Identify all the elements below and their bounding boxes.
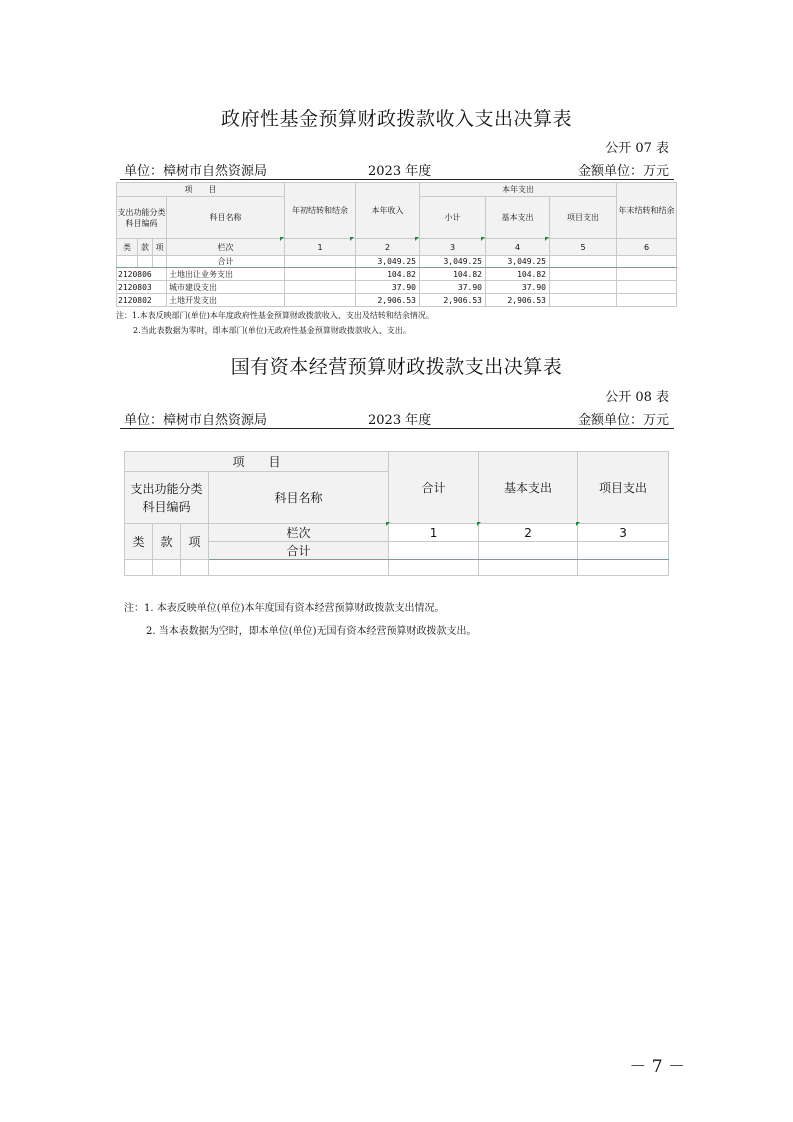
table1-header-rule [120, 179, 674, 180]
table1-year: 2023 年度 [368, 164, 432, 179]
t2-total-header: 合计 [389, 452, 479, 524]
cell-marker-icon [280, 237, 284, 241]
t2-col-num: 1 [389, 524, 479, 542]
t1-xiang-header: 项 [153, 239, 167, 256]
t2-col-label: 栏次 [209, 524, 389, 542]
t1-row-basic: 2,906.53 [486, 294, 550, 307]
t1-row-code: 2120803 [117, 281, 167, 294]
table1-grid [116, 182, 677, 307]
t1-row-income: 2,906.53 [356, 294, 420, 307]
table2-note-2: 2. 当本表数据为空时，即本单位(单位)无国有资本经营预算财政拨款支出。 [146, 626, 477, 637]
table1-amount-unit: 金额单位：万元 [577, 164, 669, 179]
t1-begin-balance-header: 年初结转和结余 [285, 183, 356, 239]
cell-marker-icon [576, 522, 580, 526]
table-row [125, 560, 669, 576]
t2-basic-header: 基本支出 [479, 452, 578, 524]
table2-header-rule [120, 428, 674, 429]
table1-title: 政府性基金预算财政拨款收入支出决算表 [220, 108, 572, 130]
t2-func-code-line2: 科目编码 [142, 499, 191, 514]
t1-col-num: 2 [356, 239, 420, 256]
t1-total-subtotal: 3,049.25 [420, 256, 486, 268]
table-row [117, 281, 677, 294]
t1-project-header: 项目支出 [550, 197, 617, 239]
table2-title: 国有资本经营预算财政拨款支出决算表 [230, 356, 563, 378]
t1-col-num: 4 [486, 239, 550, 256]
t1-row-income: 37.90 [356, 281, 420, 294]
t1-total-label: 合计 [167, 256, 285, 268]
t1-row-subtotal: 104.82 [420, 268, 486, 281]
t1-subject-name-header: 科目名称 [167, 197, 285, 239]
t1-col-num: 6 [617, 239, 677, 256]
t1-col-label: 栏次 [167, 239, 285, 256]
t1-income-header: 本年收入 [356, 183, 420, 239]
table2-grid [124, 451, 669, 576]
t1-total-basic: 3,049.25 [486, 256, 550, 268]
t2-item-header: 项 目 [125, 452, 389, 472]
table2-unit-label: 单位：樟树市自然资源局 [124, 413, 268, 428]
t1-row-income: 104.82 [356, 268, 420, 281]
cell-marker-icon [477, 522, 481, 526]
t1-end-balance-header: 年末结转和结余 [617, 183, 677, 239]
t1-row-basic: 104.82 [486, 268, 550, 281]
table1-note-2: 2.当此表数据为零时，即本部门(单位)无政府性基金预算财政拨款收入、支出。 [133, 326, 411, 335]
t2-col-num: 2 [479, 524, 578, 542]
cell-marker-icon [415, 237, 419, 241]
table1-unit-label: 单位：樟树市自然资源局 [124, 164, 268, 179]
t1-col-num: 3 [420, 239, 486, 256]
table2-amount-unit: 金额单位：万元 [577, 413, 669, 428]
t2-lei-header: 类 [125, 524, 153, 560]
t1-func-code-header: 支出功能分类科目编码 [117, 197, 167, 239]
cell-marker-icon [481, 237, 485, 241]
cell-marker-icon [545, 237, 549, 241]
t2-total-label: 合计 [209, 542, 389, 560]
t2-kuan-header: 款 [153, 524, 181, 560]
t1-row-subtotal: 37.90 [420, 281, 486, 294]
cell-marker-icon [386, 522, 390, 526]
t1-expense-group-header: 本年支出 [420, 183, 617, 197]
t1-row-code: 2120802 [117, 294, 167, 307]
table2-note-1: 注：1. 本表反映单位(单位)本年度国有资本经营预算财政拨款支出情况。 [124, 603, 445, 614]
t1-subtotal-header: 小计 [420, 197, 486, 239]
t1-item-header: 项 目 [117, 183, 285, 197]
t2-project-header: 项目支出 [578, 452, 669, 524]
t1-kuan-header: 款 [138, 239, 153, 256]
t1-row-name: 土地开发支出 [167, 294, 285, 307]
t1-basic-header: 基本支出 [486, 197, 550, 239]
t2-col-num: 3 [578, 524, 669, 542]
t1-row-basic: 37.90 [486, 281, 550, 294]
table-row [117, 294, 677, 307]
t1-total-income: 3,049.25 [356, 256, 420, 268]
t1-row-name: 土地出让业务支出 [167, 268, 285, 281]
t1-col-num: 1 [285, 239, 356, 256]
cell-marker-icon [350, 237, 354, 241]
t2-func-code-line1: 支出功能分类 [130, 481, 203, 496]
table1-code: 公开 07 表 [605, 141, 669, 156]
table2-year: 2023 年度 [368, 413, 432, 428]
t1-row-subtotal: 2,906.53 [420, 294, 486, 307]
t1-row-code: 2120806 [117, 268, 167, 281]
t2-xiang-header: 项 [181, 524, 209, 560]
t2-subject-name-header: 科目名称 [209, 472, 389, 524]
table-row [117, 268, 677, 281]
t1-col-num: 5 [550, 239, 617, 256]
t1-lei-header: 类 [117, 239, 138, 256]
table1-note-1: 注：1.本表反映部门(单位)本年度政府性基金预算财政拨款收入、支出及结转和结余情况。 [116, 311, 434, 320]
t2-func-code-header [125, 472, 209, 524]
t1-total-row [117, 256, 677, 268]
page-number: － 7 － [629, 1057, 685, 1077]
table2-code: 公开 08 表 [605, 390, 669, 405]
t1-row-name: 城市建设支出 [167, 281, 285, 294]
